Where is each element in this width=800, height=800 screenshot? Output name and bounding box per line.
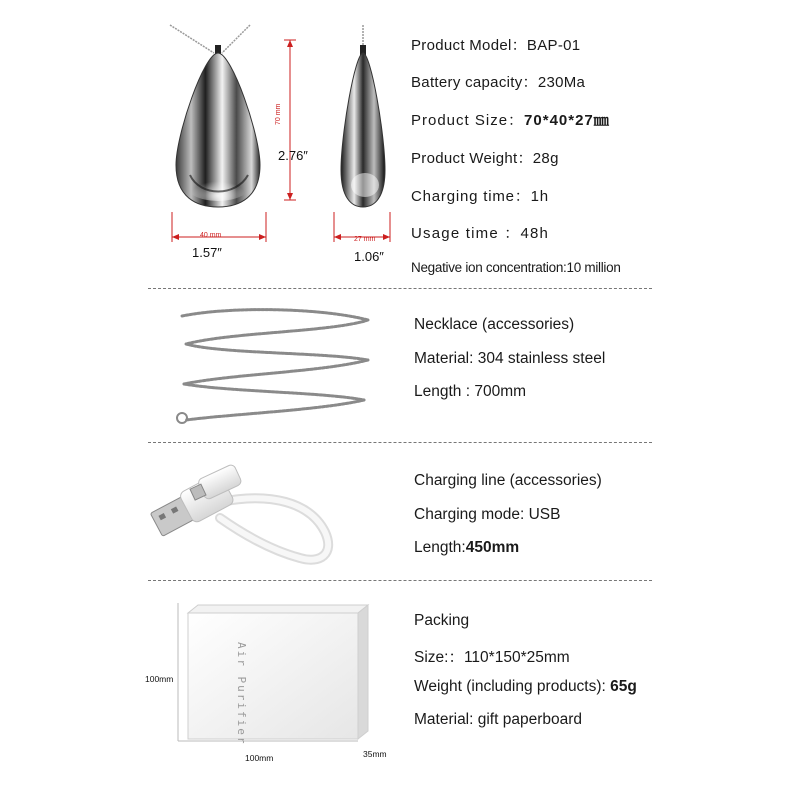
width-mm-label: 40 mm bbox=[200, 232, 222, 239]
packing-weight-value: 65g bbox=[610, 678, 637, 695]
charging-length-value: 450mm bbox=[465, 539, 520, 556]
box-width-label: 100mm bbox=[245, 753, 274, 763]
charging-title: Charging line (accessories) bbox=[414, 472, 602, 489]
spec-usage-time bbox=[411, 222, 549, 243]
spec-usage-time-label: Usage time ： bbox=[411, 225, 521, 242]
charging-length bbox=[414, 539, 519, 557]
spec-size-label: Product Size： bbox=[411, 112, 525, 129]
box-depth-label: 35mm bbox=[363, 749, 387, 759]
packing-size: Size:：110*150*25mm bbox=[414, 649, 570, 666]
spec-weight bbox=[411, 147, 559, 168]
spec-weight-value: 28g bbox=[532, 150, 559, 167]
section-divider bbox=[148, 288, 652, 289]
section-divider bbox=[148, 580, 652, 581]
gift-box-image bbox=[178, 603, 378, 746]
packing-material: Material: gift paperboard bbox=[414, 711, 583, 728]
depth-inch-label: 1.06″ bbox=[354, 249, 384, 264]
spec-weight-label: Product Weight： bbox=[411, 150, 533, 167]
spec-size-value: 70*40*27㎜ bbox=[524, 112, 610, 129]
height-dimension-line bbox=[282, 40, 302, 200]
box-height-label: 100mm bbox=[145, 674, 174, 684]
spec-battery bbox=[411, 71, 585, 92]
spec-ion-concentration bbox=[411, 260, 621, 275]
charging-length-label: Length: bbox=[414, 539, 466, 556]
spec-battery-label: Battery capacity： bbox=[411, 74, 538, 91]
height-mm-label: 70 mm bbox=[275, 103, 282, 125]
spec-model bbox=[411, 34, 580, 55]
usb-cable-image bbox=[150, 462, 350, 572]
section-divider bbox=[148, 442, 652, 443]
spec-charging-time-label: Charging time： bbox=[411, 188, 531, 205]
spec-ion-label: Negative ion concentration: bbox=[411, 260, 567, 275]
spec-ion-value: 10 million bbox=[566, 260, 621, 275]
packing-weight bbox=[414, 678, 637, 696]
spec-model-value: BAP-01 bbox=[526, 37, 581, 54]
necklace-chain-image bbox=[172, 302, 372, 432]
charging-mode: Charging mode: USB bbox=[414, 506, 561, 523]
spec-charging-time-value: 1h bbox=[530, 188, 549, 205]
necklace-length: Length : 700mm bbox=[414, 383, 527, 400]
depth-mm-label: 27 mm bbox=[354, 236, 376, 243]
packing-weight-label: Weight (including products): bbox=[414, 678, 611, 695]
box-brand-text: Air Purifier bbox=[235, 642, 248, 746]
necklace-material: Material: 304 stainless steel bbox=[414, 350, 606, 367]
packing-title: Packing bbox=[414, 612, 470, 629]
spec-battery-value: 230Ma bbox=[537, 74, 586, 91]
product-side-view bbox=[335, 25, 395, 225]
spec-model-label: Product Model： bbox=[411, 37, 527, 54]
spec-size bbox=[411, 109, 610, 130]
width-inch-label: 1.57″ bbox=[192, 245, 222, 260]
necklace-title: Necklace (accessories) bbox=[414, 316, 575, 333]
spec-usage-time-value: 48h bbox=[520, 225, 550, 242]
spec-charging-time bbox=[411, 185, 549, 206]
height-inch-label: 2.76″ bbox=[278, 148, 308, 163]
